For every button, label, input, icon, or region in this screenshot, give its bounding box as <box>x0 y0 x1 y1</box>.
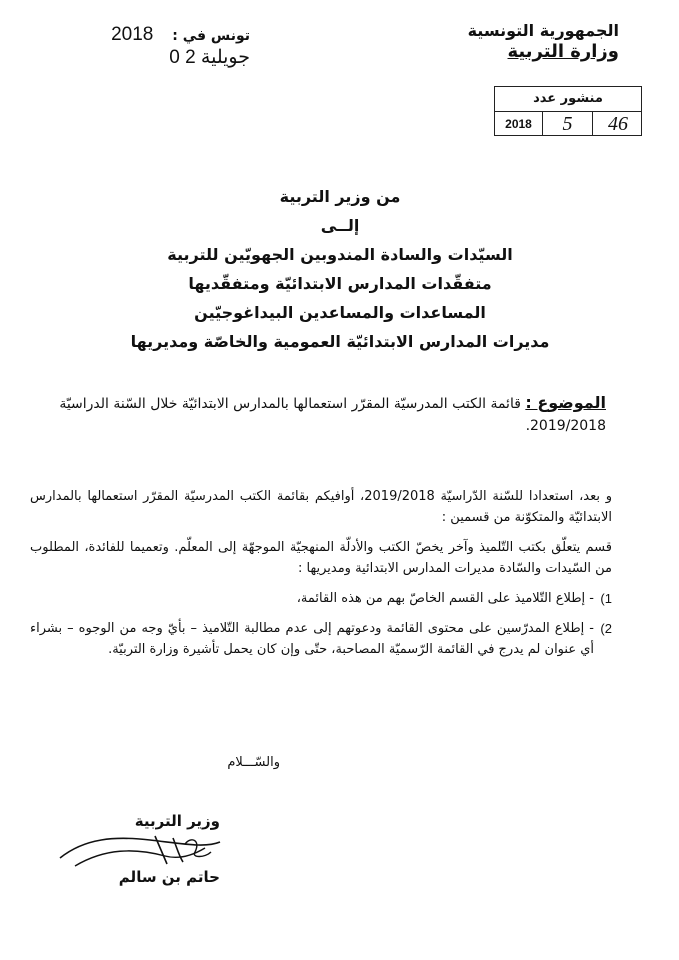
to-line: إلــى <box>320 216 360 235</box>
signatory-title: وزير التربية <box>134 812 220 830</box>
list-item-number: 2) <box>600 621 612 636</box>
circular-label: منشور عدد <box>495 87 641 112</box>
list-item-text: - إطلاع التّلاميذ على القسم الخاصّ بهم من هذه القائمة، <box>296 591 594 606</box>
addressees-block <box>100 182 580 356</box>
sender-line: من وزير التربية <box>279 187 401 206</box>
addressee-line: متفقّدات المدارس الابتدائيّة ومتفقّديها <box>188 274 492 293</box>
circular-number-box <box>494 86 642 136</box>
subject-text: قائمة الكتب المدرسيّة المقرّر استعمالها بالمدارس الابتدائيّة خلال السّنة الدراسيّة 2019/2018. <box>59 396 606 434</box>
republic-name: الجمهورية التونسية <box>467 21 619 40</box>
circular-number-part1: 5 <box>543 112 593 136</box>
list-item-text: - إطلاع المدرّسين على محتوى القائمة ودعوتهم إلى عدم مطالبة التّلاميذ – بأيّ وجه من الوجوه – بشراء أي عنوان لم يدرج في القائمة الرّسميّة المصاحبة، حتّى وإن كان يحمل تأشيرة وزارة التربيّة. <box>30 621 594 657</box>
circular-year: 2018 <box>495 112 543 136</box>
subject-label: الموضوع : <box>525 393 606 412</box>
subject-block <box>40 392 606 437</box>
list-item <box>30 588 612 609</box>
place-label: تونس في : <box>172 28 250 44</box>
addressee-line: مديرات المدارس الابتدائيّة العمومية والخاصّة ومديريها <box>130 332 550 351</box>
letter-body <box>30 486 612 669</box>
list-item <box>30 618 612 660</box>
ministry-name: وزارة التربية <box>507 41 619 62</box>
place-date <box>70 24 250 69</box>
circular-number-part2: 46 <box>608 113 628 135</box>
closing-salutation: والسّـــلام <box>227 755 280 770</box>
body-paragraph: قسم يتعلّق بكتب التّلميذ وآخر يخصّ الكتب والأدلّة المنهجيّة الموجهّة إلى المعلّم. وتعميما للفائدة، المطلوب من السّيدات والسّادة مديرات المدارس الابتدائية ومديريها : <box>30 540 612 576</box>
letterhead <box>419 20 619 62</box>
addressee-line: المساعدات والمساعدين البيداغوجيّين <box>194 303 486 322</box>
date-value: 2018 جويلية 2 0 <box>111 24 250 68</box>
addressee-line: السيّدات والسادة المندوبين الجهويّين للتربية <box>167 245 513 264</box>
list-item-number: 1) <box>600 591 612 606</box>
body-paragraph: و بعد، استعدادا للسّنة الدّراسيّة 2019/2018، أوافيكم بقائمة الكتب المدرسيّة المقرّر استعمالها بالمدارس الابتدائيّة والمتكوّنة من قسمين : <box>30 489 612 525</box>
signatory-name: حاتم بن سالم <box>118 868 220 886</box>
